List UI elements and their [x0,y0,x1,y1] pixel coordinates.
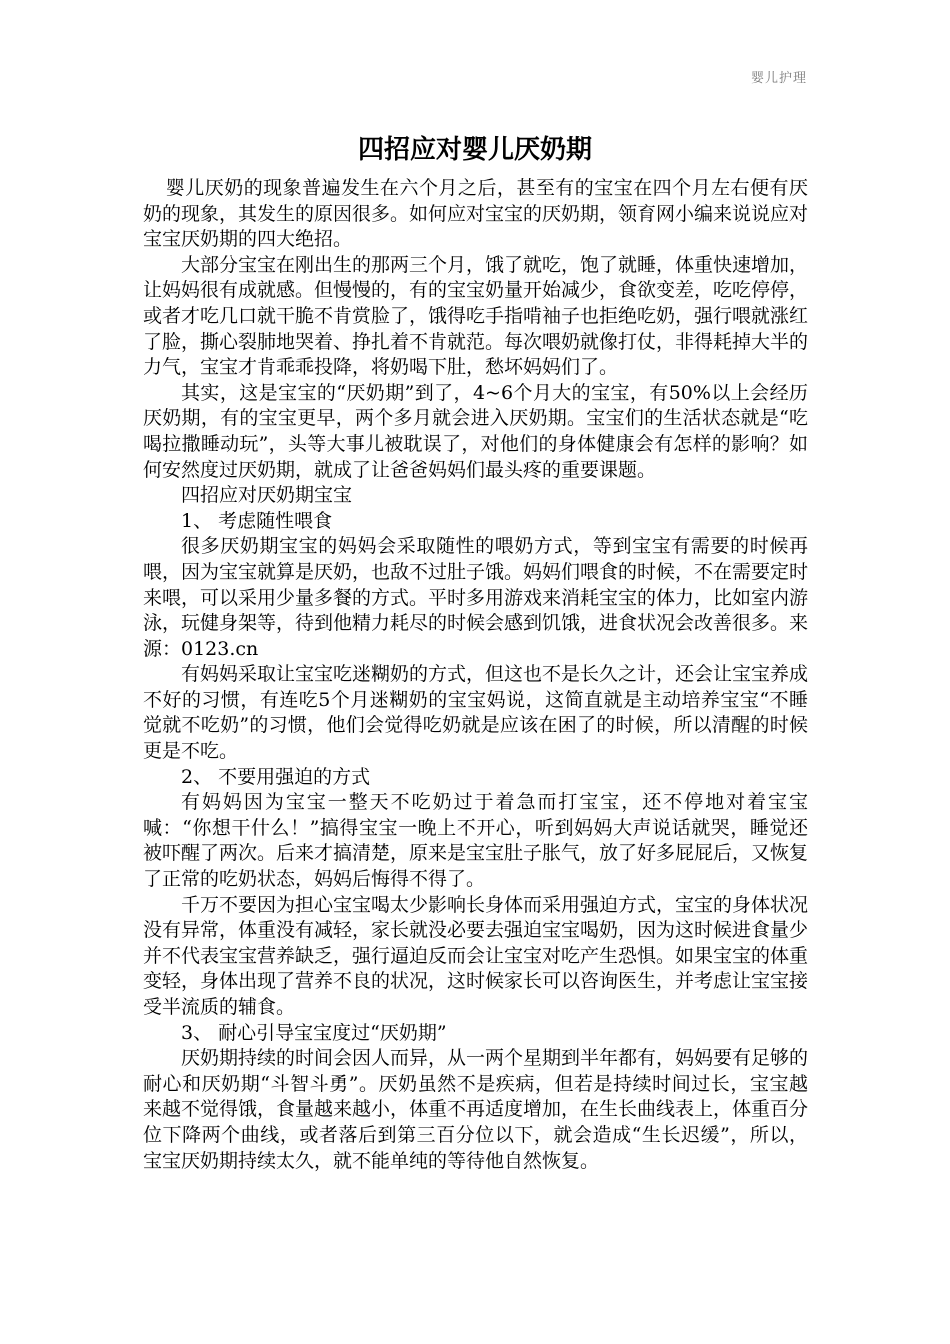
paragraph: 有妈妈采取让宝宝吃迷糊奶的方式，但这也不是长久之计，还会让宝宝养成不好的习惯，有连吃5个月迷糊奶的宝宝妈说，这简直就是主动培养宝宝“不睡觉就不吃奶”的习惯，他们会觉得吃奶就是应该在困了的时候，所以清醒的时候更是不吃。 [143,663,809,763]
paragraph-intro: 婴儿厌奶的现象普遍发生在六个月之后，甚至有的宝宝在四个月左右便有厌奶的现象，其发生的原因很多。如何应对宝宝的厌奶期，领育网小编来说说应对宝宝厌奶期的四大绝招。 [143,177,809,251]
paragraph: 大部分宝宝在刚出生的那两三个月，饿了就吃，饱了就睡，体重快速增加，让妈妈很有成就感。但慢慢的，有的宝宝奶量开始减少，食欲变差，吃吃停停，或者才吃几口就干脆不肯赏脸了，饿得吃手指啃袖子也拒绝吃奶，强行喂就涨红了脸，撕心裂肺地哭着、挣扎着不肯就范。每次喂奶就像打仗，非得耗掉大半的力气，宝宝才肯乖乖投降，将奶喝下肚，愁坏妈妈们了。 [143,253,809,379]
paragraph: 其实，这是宝宝的“厌奶期”到了，4~6个月大的宝宝，有50%以上会经历厌奶期，有的宝宝更早，两个多月就会进入厌奶期。宝宝们的生活状态就是“吃喝拉撒睡动玩”，头等大事儿被耽误了，对他们的身体健康会有怎样的影响？如何安然度过厌奶期，就成了让爸爸妈妈们最头疼的重要课题。 [143,381,808,481]
paragraph: 很多厌奶期宝宝的妈妈会采取随性的喂奶方式，等到宝宝有需要的时候再喂，因为宝宝就算是厌奶，也敌不过肚子饿。妈妈们喂食的时候，不在需要定时来喂，可以采用少量多餐的方式。平时多用游戏来消耗宝宝的体力，比如室内游泳，玩健身架等，待到他精力耗尽的时候会感到饥饿，进食状况会改善很多。来源：0123.cn [143,535,809,660]
document-title: 四招应对婴儿厌奶期 [357,135,592,165]
section-heading: 四招应对厌奶期宝宝 [181,484,353,507]
subsection-heading: 1、 考虑随性喂食 [181,509,333,532]
paragraph: 有妈妈因为宝宝一整天不吃奶过于着急而打宝宝，还不停地对着宝宝喊：“你想干什么！”搞得宝宝一晚上不开心，听到妈妈大声说话就哭，睡觉还被吓醒了两次。后来才搞清楚，原来是宝宝肚子胀气，放了好多屁屁后，又恢复了正常的吃奶状态，妈妈后悔得不得了。 [143,791,809,891]
paragraph: 厌奶期持续的时间会因人而异，从一两个星期到半年都有，妈妈要有足够的耐心和厌奶期“斗智斗勇”。厌奶虽然不是疾病，但若是持续时间过长，宝宝越来越不觉得饿，食量越来越小，体重不再适度增加，在生长曲线表上，体重百分位下降两个曲线，或者落后到第三百分位以下，就会造成“生长迟缓”，所以，宝宝厌奶期持续太久，就不能单纯的等待他自然恢复。 [143,1047,809,1172]
paragraph: 千万不要因为担心宝宝喝太少影响长身体而采用强迫方式，宝宝的身体状况没有异常，体重没有减轻，家长就没必要去强迫宝宝喝奶，因为这时候进食量少并不代表宝宝营养缺乏，强行逼迫反而会让宝宝对吃产生恐惧。如果宝宝的体重变轻，身体出现了营养不良的状况，这时候家长可以咨询医生，并考虑让宝宝接受半流质的辅食。 [143,893,809,1018]
subsection-heading: 2、 不要用强迫的方式 [181,765,371,788]
subsection-heading: 3、 耐心引导宝宝度过“厌奶期” [181,1021,447,1044]
document-body [143,176,808,1174]
header-category-tag: 婴儿护理 [750,71,807,86]
